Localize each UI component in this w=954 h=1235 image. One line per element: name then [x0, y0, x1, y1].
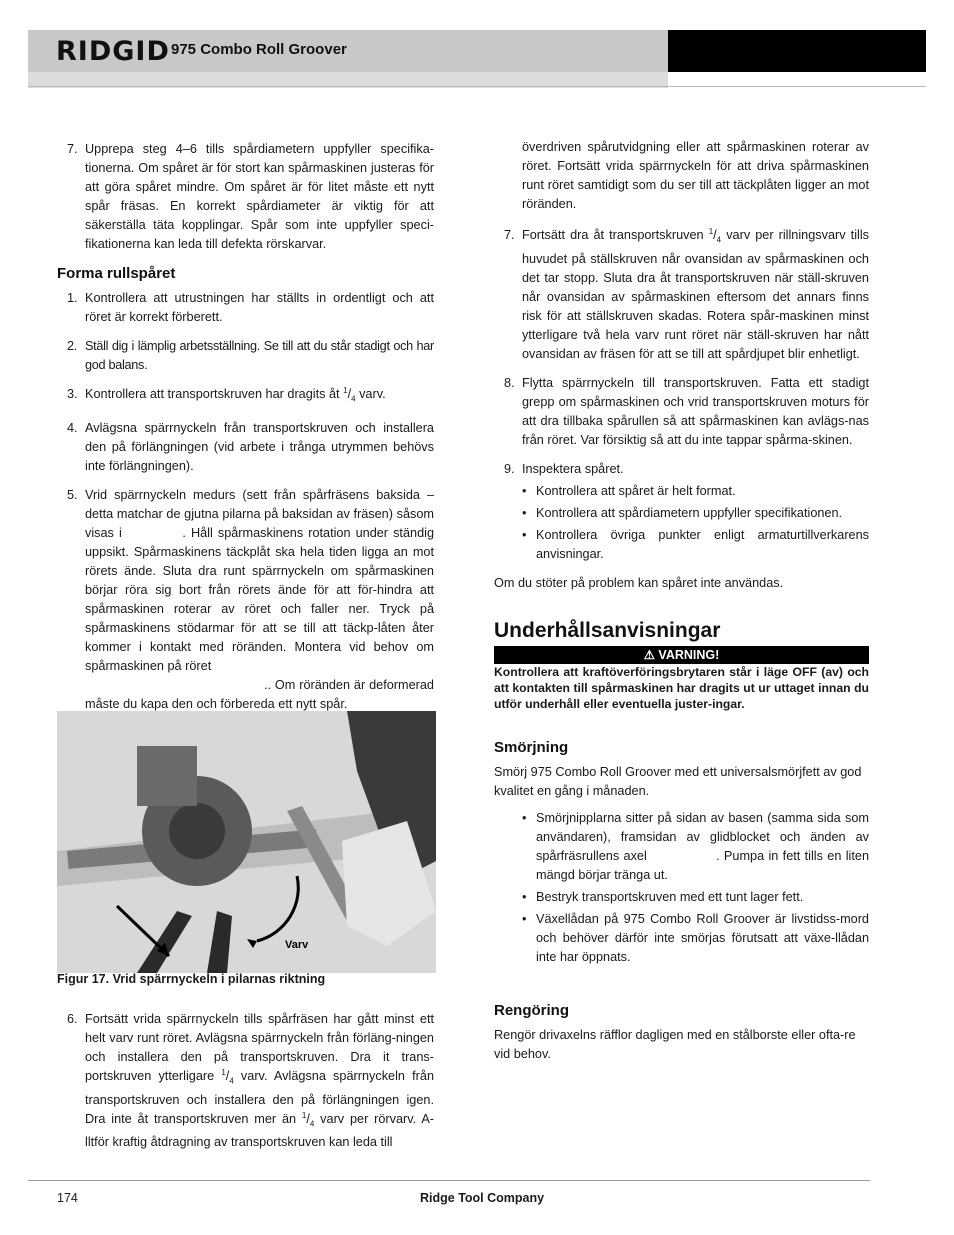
bullet-item: • Kontrollera att spårdiametern uppfyller specifikationen. — [522, 505, 843, 520]
list-item: 7. Upprepa steg 4–6 tills spårdiametern uppfyller specifika-tionerna. Om spåret är för stort kan spårmaskinen justeras för att göra spåret mindre. Om spåret är för litet måste ett nytt spår fräsas. En korrekt spårdiameter är viktig för att säkerställa täta kopplingar. Spår som inte uppfyller speci-fikationerna kan leda till defekta rörskarvar. — [57, 140, 434, 254]
footer-rule — [28, 1180, 870, 1181]
left-column — [57, 140, 438, 714]
list-item: 7. Fortsätt dra åt transportskruven $^1/_4$ varv per rillningsvarv tills huvudet på ställskruven når ovansidan av spårmaskinen och det tar stopp. Sluta dra åt transportskruven när ställ-skruven når ovansidan av spårmaskinen eftersom det annars finns risk för att ställskruven skadas. Rotera spår-maskinen minst ytterligare två hela varv runt röret när ställ-skruven har nått ovansidan av fräsen för att se till att spårdjupet blir enhetligt. — [504, 226, 869, 361]
item-text: Upprepa steg 4–6 tills spårdiametern uppfyller specifika-tionerna. Om spåret är för stort kan spårmaskinen justeras för att göra spåret mindre. Om spåret är för litet måste ett nytt spår fräsas. En korrekt spårdiameter är viktig för att säkerställa täta kopplingar. Spår som inte uppfyller speci-fikationerna kan leda till defekta rörskarvar. — [85, 142, 434, 251]
bullet-item: • Bestryk transportskruven med ett tunt lager fett. — [522, 889, 804, 904]
lube-intro: Smörj 975 Combo Roll Groover med ett universalsmörjfett av god kvalitet en gång i månaden. — [494, 764, 862, 798]
warning-text: Kontrollera att kraftöverföringsbrytaren står i läge OFF (av) och att kontakten till spårmaskinen har dragits ut ur uttaget innan du utför underhåll eller eventuella juster-ingar. — [494, 664, 869, 711]
bullet-item: • Kontrollera övriga punkter enligt armaturtillverkarens anvisningar. — [522, 527, 869, 561]
header-title: 975 Combo Roll Groover — [171, 41, 347, 58]
page-number: 174 — [57, 1191, 78, 1205]
list-item-continued: överdriven spårutvidgning eller att spårmaskinen roterar av röret. Fortsätt vrida spärrnyckeln för att driva spårmaskinen runt röret samtidigt som du ser till att täckplåten ligger an mot röränden. — [522, 140, 869, 211]
figure-caption: Figur 17. Vrid spärrnyckeln i pilarnas riktning — [57, 972, 326, 986]
list-item: 1. Kontrollera att utrustningen har ställts in ordentligt och att röret är korrekt förberett. — [67, 291, 434, 324]
bullet-item: • Växellådan på 975 Combo Roll Groover är livstidss-mord och behöver därför inte smörjas förutsatt att växe-llådan inte har öppnats. — [522, 911, 869, 964]
list-item: 8. Flytta spärrnyckeln till transportskruven. Fatta ett stadigt grepp om spårmaskinen och vrid transportskruven moturs för att dra tillbaka spårullen så att spårmaskinen kan avlägs-nas från röret. Var försiktig så att du inte tappar spårma-skinen. — [504, 375, 869, 447]
warning-banner: ⚠ VARNING! — [494, 646, 869, 664]
figure-17-photo — [57, 711, 436, 973]
clean-text: Rengör drivaxelns räfflor dagligen med en stålborste eller ofta-re vid behov. — [494, 1027, 856, 1061]
page-header — [28, 30, 926, 88]
section-heading-forma: Forma rullspåret — [57, 265, 176, 282]
photo-label: Varv — [285, 939, 309, 951]
list-item: 2. Ställ dig i lämplig arbetsställning. Se till att du står stadigt och har god balans. — [67, 339, 434, 372]
list-item: 6. Fortsätt vrida spärrnyckeln tills spårfräsen har gått minst ett helt varv runt röret. Avlägsna spärrnyckeln från förläng-ningen och installera den på transportskruven. Dra it trans-portskruven ytterligare $^1/_4$ varv. Avlägsna spärrnyckeln från transportskruven och installera den på förlängningen igen. Dra inte åt transportskruven mer än $^1/_4$ varv per rörvarv. A-lltför kraftig åtdragning av transportskruven kan leda till — [67, 1012, 435, 1150]
right-column — [494, 138, 873, 1064]
bullet-item: • Kontrollera att spåret är helt format. — [522, 483, 736, 498]
groover-illustration — [57, 711, 436, 973]
ridgid-logo: RIDGID — [56, 36, 170, 67]
list-item: 3. Kontrollera att transportskruven har dragits åt $^1/_4$ varv. — [67, 385, 386, 404]
bullet-item: • Smörjnipplarna sitter på sidan av basen (samma sida som användaren), framsidan av glidblocket och änden av spårfräsrullens axel . Pumpa in fett tills en liten mängd börjar tränga ut. — [522, 810, 873, 882]
section-heading-smorjning: Smörjning — [494, 738, 569, 756]
warning-triangle-icon: ⚠ — [643, 647, 655, 662]
section-heading-rengoring: Rengöring — [494, 1001, 569, 1019]
list-item: 9. Inspektera spåret. — [504, 461, 624, 476]
section-title-underhall: Underhållsanvisningar — [494, 618, 721, 642]
left-column-bottom — [57, 1010, 434, 1162]
header-rule — [28, 86, 926, 87]
footer-company: Ridge Tool Company — [420, 1191, 545, 1205]
header-black-band — [668, 30, 926, 72]
note-text: Om du stöter på problem kan spåret inte användas. — [494, 575, 784, 590]
list-item: 4. Avlägsna spärrnyckeln från transportskruven och installera den på förlängningen (vid arbete i trånga utrymmen behövs inte förlängningen). — [67, 420, 434, 473]
list-item: 5. Vrid spärrnyckeln medurs (sett från spårfräsens baksida – detta matchar de gjutna pilarna på baksidan av fräsen) såsom visas i . Håll spårmaskinens rotation under ständig uppsikt. Spårmaskinens täckplåt ska hela tiden ligga an mot rörets ände. Sluta dra runt spärrnyckeln om spårmaskinen börjar röra sig bort från rörets ände för att för-hindra att spårmaskinen roterar av röret och faller ner. Tryck på spårmaskinens stödarmar för att se till att täckp-låten åter kommer i kontakt med röränden. Montera vid behov om spårmaskinen på röret .. Om röränden är deformerad måste du kapa den och förbereda ett nytt spår. — [67, 487, 438, 711]
